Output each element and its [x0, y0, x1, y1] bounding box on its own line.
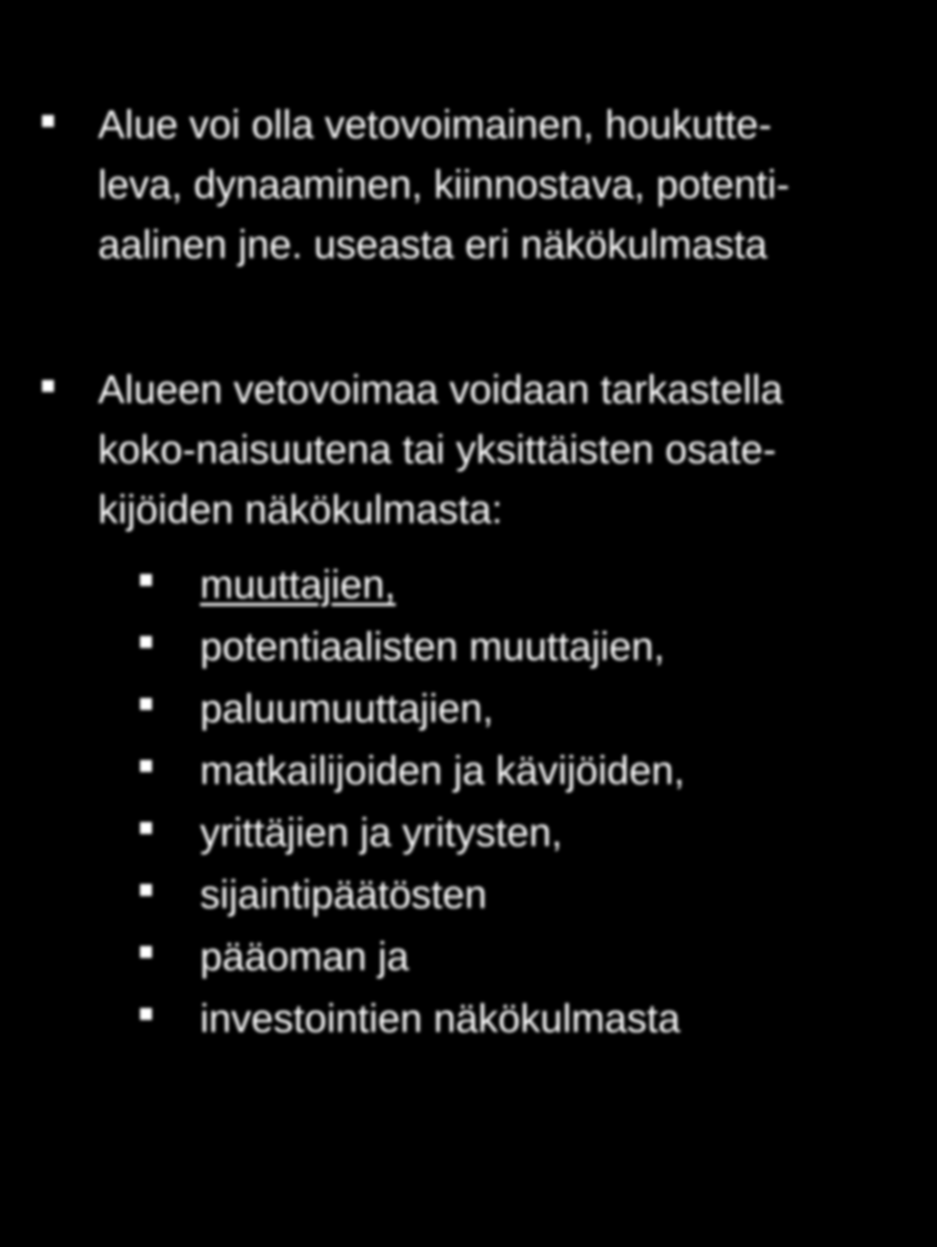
- square-bullet-icon: [42, 115, 54, 127]
- square-bullet-icon: [140, 822, 152, 834]
- square-bullet-icon: [140, 698, 152, 710]
- square-bullet-icon: [140, 760, 152, 772]
- sub-bullet-item: [0, 679, 900, 739]
- bullet-item-1: [0, 95, 937, 275]
- sub-bullet-text: pääoman ja: [200, 935, 410, 979]
- square-bullet-icon: [140, 884, 152, 896]
- sub-bullet-text: sijaintipäätösten: [200, 873, 487, 917]
- bullet-text-1: Alue voi olla vetovoimainen, houkutte- leva, dynaaminen, kiinnostava, potenti- aalinen jne. useasta eri näkökulmasta: [98, 103, 790, 267]
- sub-bullet-item: [0, 803, 900, 863]
- square-bullet-icon: [140, 636, 152, 648]
- sub-bullet-item: [0, 927, 900, 987]
- sub-bullet-item: [0, 555, 900, 615]
- bullet-item-2: [0, 360, 937, 540]
- square-bullet-icon: [140, 946, 152, 958]
- sub-bullet-text: potentiaalisten muuttajien,: [200, 625, 665, 669]
- sub-bullet-text: yrittäjien ja yritysten,: [200, 811, 563, 855]
- square-bullet-icon: [140, 1008, 152, 1020]
- sub-bullet-item: [0, 617, 900, 677]
- sub-bullet-item: [0, 741, 900, 801]
- sub-bullet-text-link[interactable]: muuttajien,: [200, 563, 396, 607]
- square-bullet-icon: [140, 574, 152, 586]
- sub-bullet-text: investointien näkökulmasta: [200, 997, 681, 1041]
- sub-bullet-item: [0, 989, 900, 1049]
- bullet-text-2: Alueen vetovoimaa voidaan tarkastella koko-naisuutena tai yksittäisten osate- kijöiden näkökulmasta:: [98, 368, 783, 532]
- sub-bullet-text: paluumuuttajien,: [200, 687, 494, 731]
- sub-bullet-text: matkailijoiden ja kävijöiden,: [200, 749, 685, 793]
- square-bullet-icon: [42, 380, 54, 392]
- sub-bullet-item: [0, 865, 900, 925]
